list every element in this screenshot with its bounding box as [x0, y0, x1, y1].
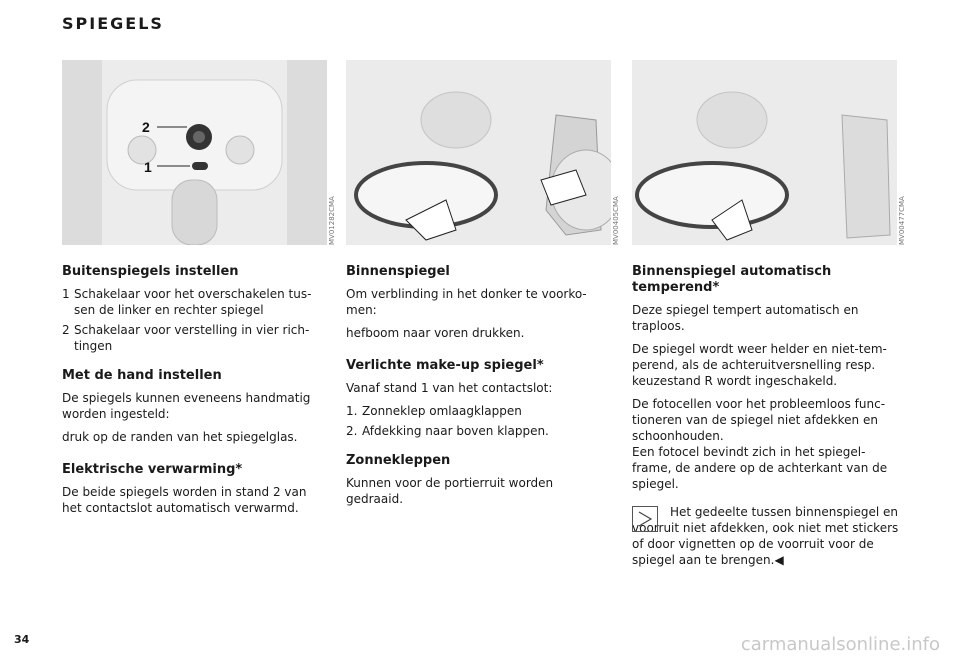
column-2 — [346, 264, 611, 514]
page-number: 34 — [14, 633, 30, 646]
paragraph: Deze spiegel tempert automatisch en traploos. — [632, 303, 859, 333]
heading-met-de-hand: Met de hand instellen — [62, 368, 222, 383]
note-box — [632, 504, 900, 568]
paragraph: Een fotocel bevindt zich in het spiegelframe, de andere op de achterkant van de spiegel. — [632, 445, 888, 491]
image-code-2: MV00405CMA — [612, 196, 620, 245]
interior-mirror-illustration — [346, 60, 611, 245]
heading-zonnekleppen: Zonnekleppen — [346, 453, 451, 468]
mirror-switch-illustration — [62, 60, 327, 245]
heading-binnenspiegel: Binnenspiegel — [346, 264, 450, 279]
auto-dimming-mirror-illustration — [632, 60, 897, 245]
paragraph: De fotocellen voor het probleemloos functioneren van de spiegel niet afdekken en schoonhouden. — [632, 397, 886, 443]
paragraph: De spiegels kunnen eveneens handmatig worden ingesteld: — [62, 391, 311, 421]
image-code-3: MV00477CMA — [898, 196, 906, 245]
column-1 — [62, 264, 327, 523]
paragraph: De spiegel wordt weer helder en niet-temperend, als de achteruitversnelling resp. keuzestand R wordt ingeschakeld. — [632, 342, 887, 388]
heading-buitenspiegels: Buitenspiegels instellen — [62, 264, 239, 279]
paragraph: Om verblinding in het donker te voorkomen: — [346, 287, 587, 317]
heading-make-up-spiegel: Verlichte make-up spiegel* — [346, 358, 544, 373]
heading-elektrische-verwarming: Elektrische verwarming* — [62, 462, 243, 477]
callout-2: 2 — [142, 119, 150, 135]
list-item: 2. Afdekking naar boven klappen. — [346, 424, 549, 438]
note-icon — [632, 506, 658, 532]
list-item: 2 Schakelaar voor verstelling in vier richtingen — [62, 323, 310, 353]
watermark: carmanualsonline.info — [740, 634, 940, 655]
callout-1: 1 — [144, 159, 152, 175]
column-3 — [632, 264, 900, 575]
image-code-1: MV01282CMA — [328, 196, 336, 245]
heading-automatisch-temperend: Binnenspiegel automatisch temperend* — [632, 264, 832, 295]
list-item: 1 Schakelaar voor het overschakelen tussen de linker en rechter spiegel — [62, 287, 312, 317]
paragraph: druk op de randen van het spiegelglas. — [62, 430, 298, 444]
list-item: 1. Zonneklep omlaagklappen — [346, 404, 522, 418]
paragraph: hefboom naar voren drukken. — [346, 326, 525, 340]
paragraph: Kunnen voor de portierruit worden gedraaid. — [346, 476, 554, 506]
paragraph: De beide spiegels worden in stand 2 van het contactslot automatisch verwarmd. — [62, 485, 307, 515]
paragraph: Vanaf stand 1 van het contactslot: — [346, 381, 553, 395]
note-text: Het gedeelte tussen binnenspiegel en voorruit niet afdekken, ook niet met stickers of door vignetten op de voorruit voor de spiegel aan te brengen.◀ — [632, 505, 899, 567]
section-title: SPIEGELS — [62, 14, 164, 33]
